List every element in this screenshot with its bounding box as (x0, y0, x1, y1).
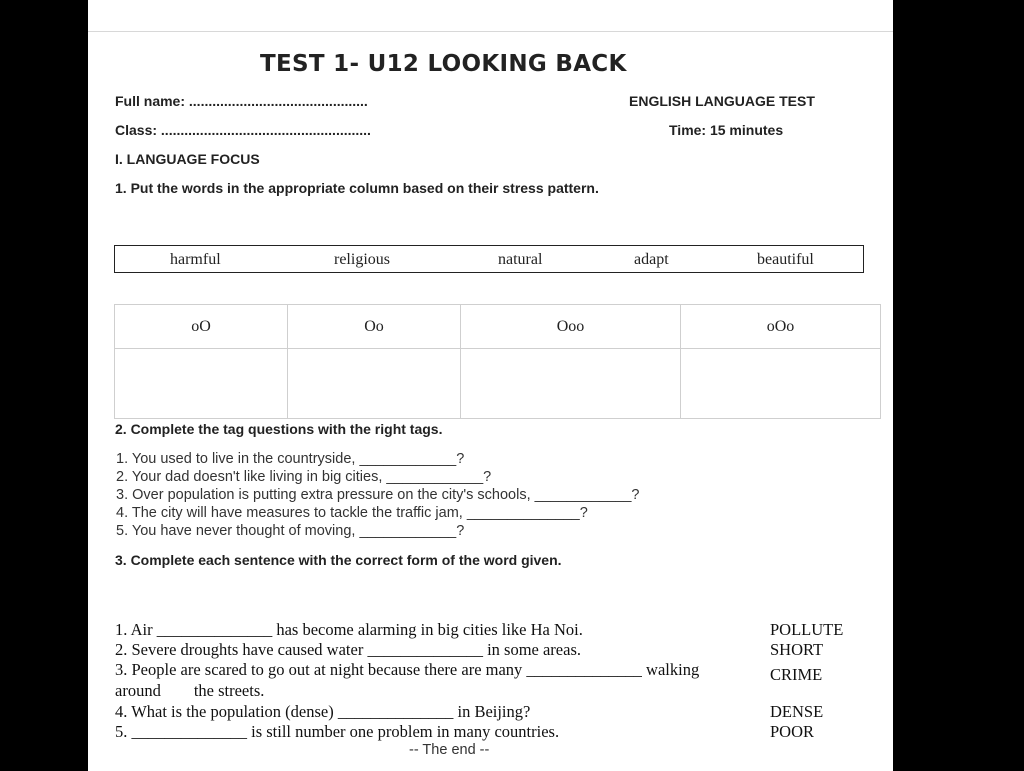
word-bank (114, 245, 864, 273)
word-form-sentence: 1. Air ______________ has become alarming in big cities like Ha Noi. (115, 620, 583, 639)
full-name-line: Full name: .............................................. (115, 93, 368, 109)
root-word: POLLUTE (770, 620, 844, 639)
column-header: Ooo (461, 305, 681, 349)
task3-instruction: 3. Complete each sentence with the correct form of the word given. (115, 552, 562, 568)
divider (88, 31, 893, 32)
document-page (88, 0, 893, 771)
word-item: natural (498, 251, 543, 268)
column-header: oOo (681, 305, 881, 349)
section-heading: I. LANGUAGE FOCUS (115, 151, 260, 167)
word-item: adapt (634, 251, 669, 268)
root-word: CRIME (770, 665, 823, 684)
task1-instruction: 1. Put the words in the appropriate column based on their stress pattern. (115, 180, 599, 196)
tag-question: 1. You used to live in the countryside, ____________? (116, 451, 465, 467)
answer-cell (461, 349, 681, 419)
answer-cell (115, 349, 288, 419)
class-line: Class: ...................................................... (115, 122, 371, 138)
tag-question: 4. The city will have measures to tackle the traffic jam, ______________? (116, 505, 588, 521)
word-form-sentence: around the streets. (115, 681, 265, 700)
column-header: Oo (288, 305, 461, 349)
word-item: religious (334, 251, 390, 268)
answer-cell (681, 349, 881, 419)
answer-cell (288, 349, 461, 419)
word-item: beautiful (757, 251, 814, 268)
tag-question: 3. Over population is putting extra pressure on the city's schools, ____________? (116, 487, 640, 503)
word-form-sentence: 2. Severe droughts have caused water ______________ in some areas. (115, 640, 581, 659)
word-form-sentence: 5. ______________ is still number one problem in many countries. (115, 722, 560, 741)
column-header: oO (115, 305, 288, 349)
stress-pattern-table (114, 304, 881, 419)
test-title: TEST 1- U12 LOOKING BACK (260, 51, 627, 77)
tag-question: 2. Your dad doesn't like living in big cities, ____________? (116, 469, 492, 485)
word-form-sentence: 4. What is the population (dense) ______________ in Beijing? (115, 702, 531, 721)
root-word: POOR (770, 722, 815, 741)
task2-instruction: 2. Complete the tag questions with the right tags. (115, 421, 443, 437)
tag-question: 5. You have never thought of moving, ____________? (116, 523, 465, 539)
subject-label: ENGLISH LANGUAGE TEST (629, 93, 815, 109)
time-label: Time: 15 minutes (669, 122, 784, 138)
root-word: DENSE (770, 702, 824, 721)
word-item: harmful (170, 251, 221, 268)
root-word: SHORT (770, 640, 824, 659)
end-marker: -- The end -- (409, 742, 490, 758)
word-form-sentence: 3. People are scared to go out at night because there are many ______________ walking (115, 660, 700, 679)
